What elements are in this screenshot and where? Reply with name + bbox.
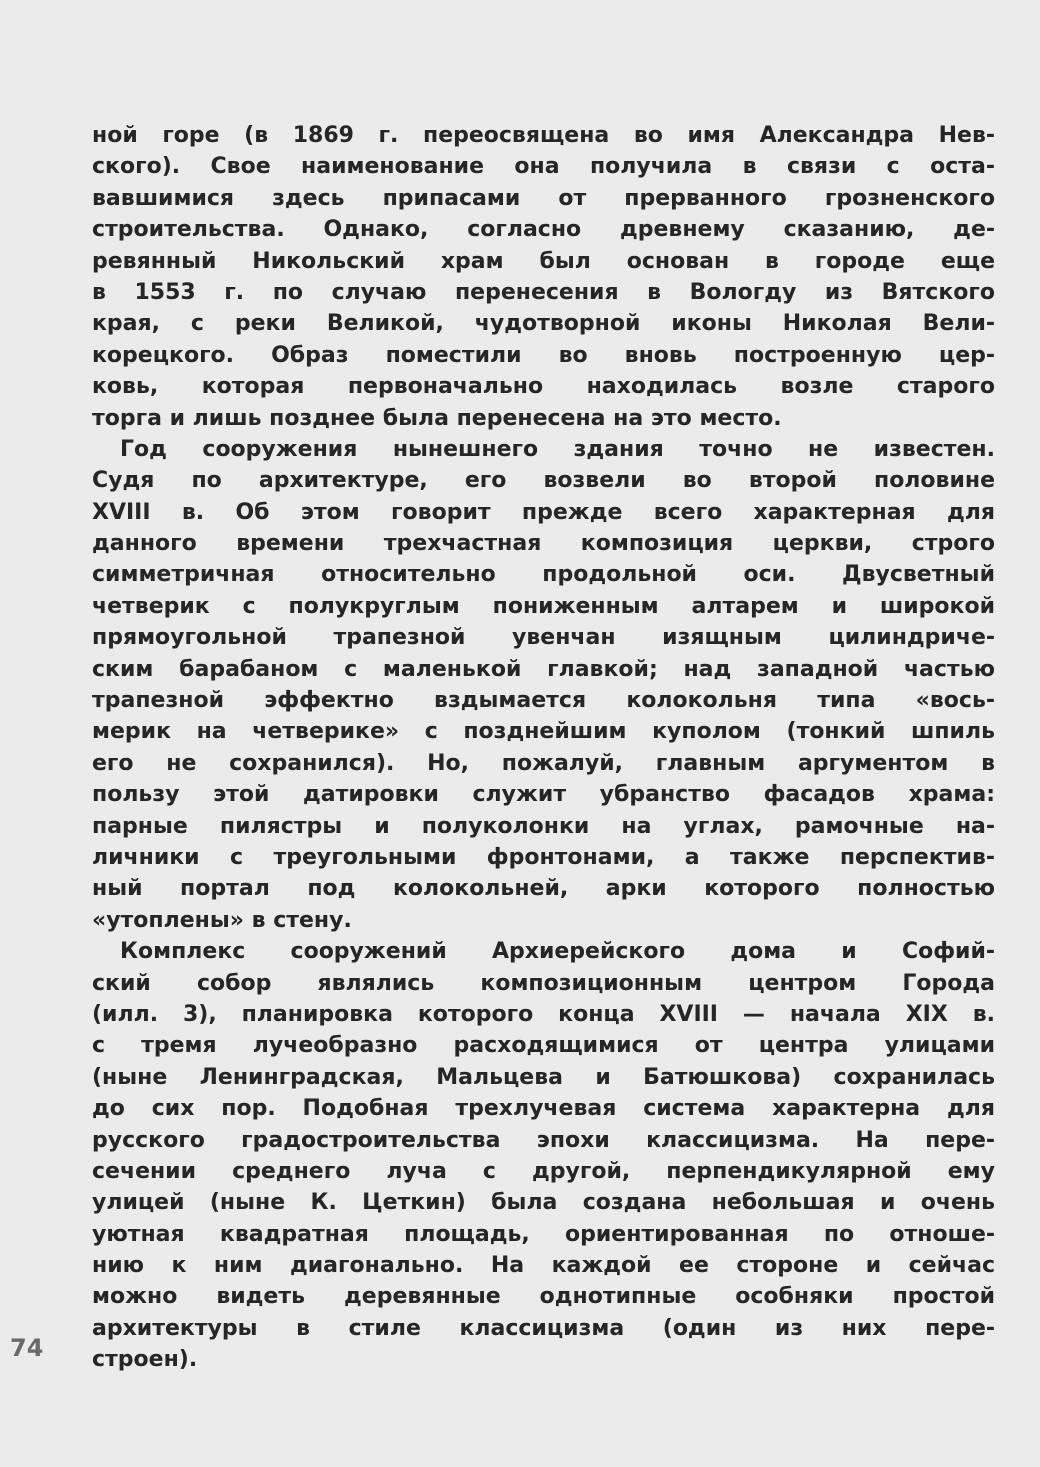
text-line: до сих пор. Подобная трехлучевая система характерна для [92, 1096, 995, 1122]
text-line: (илл. 3), планировка которого конца XVIII — начала XIX в. [92, 1001, 995, 1027]
page-number: 74 [10, 1334, 44, 1362]
text-line: ревянный Никольский храм был основан в городе еще [92, 248, 995, 274]
text-line: Год сооружения нынешнего здания точно не известен. [120, 436, 995, 462]
text-line: симметричная относительно продольной оси. Двусветный [92, 562, 995, 588]
body-text [92, 120, 995, 1376]
text-line: края, с реки Великой, чудотворной иконы Николая Вели- [92, 311, 995, 337]
text-line: корецкого. Образ поместили во вновь построенную цер- [92, 342, 995, 368]
paragraph [92, 936, 995, 1375]
text-line: архитектуры в стиле классицизма (один из них пере- [92, 1315, 995, 1341]
text-line: ского). Свое наименование она получила в связи с оста- [92, 154, 995, 180]
text-line: уютная квадратная площадь, ориентированная по отноше- [92, 1221, 995, 1247]
text-line: в 1553 г. по случаю перенесения в Вологду из Вятского [92, 279, 995, 305]
text-line: данного времени трехчастная композиция церкви, строго [92, 531, 995, 557]
paragraph [92, 434, 995, 936]
paragraph [92, 120, 995, 434]
text-line: ский собор являлись композиционным центром Города [92, 970, 995, 996]
text-line: нию к ним диагонально. На каждой ее стороне и сейчас [92, 1253, 995, 1279]
text-line: ским барабаном с маленькой главкой; над западной частью [92, 656, 995, 682]
text-line: четверик с полукруглым пониженным алтарем и широкой [92, 593, 995, 619]
text-line: русского градостроительства эпохи классицизма. На пере- [92, 1127, 995, 1153]
text-line: можно видеть деревянные однотипные особняки простой [92, 1284, 995, 1310]
text-line: мерик на четверике» с позднейшим куполом (тонкий шпиль [92, 719, 995, 745]
text-line: с тремя лучеобразно расходящимися от центра улицами [92, 1033, 995, 1059]
text-line: его не сохранился). Но, пожалуй, главным аргументом в [92, 750, 995, 776]
text-line: XVIII в. Об этом говорит прежде всего характерная для [92, 499, 995, 525]
text-line: ковь, которая первоначально находилась возле старого [92, 374, 995, 400]
text-line: строительства. Однако, согласно древнему сказанию, де- [92, 217, 995, 243]
text-line: трапезной эффектно вздымается колокольня типа «вось- [92, 688, 995, 714]
text-line: парные пилястры и полуколонки на углах, рамочные на- [92, 813, 995, 839]
text-line: пользу этой датировки служит убранство фасадов храма: [92, 782, 995, 808]
text-line: Судя по архитектуре, его возвели во второй половине [92, 468, 995, 494]
text-line: строен). [92, 1347, 198, 1373]
text-line: «утоплены» в стену. [92, 907, 352, 933]
text-line: торга и лишь позднее была перенесена на это место. [92, 405, 782, 431]
text-line: ный портал под колокольней, арки которого полностью [92, 876, 995, 902]
text-line: прямоугольной трапезной увенчан изящным цилиндриче- [92, 625, 995, 651]
text-line: улицей (ныне К. Цеткин) была создана небольшая и очень [92, 1190, 995, 1216]
text-line: ной горе (в 1869 г. переосвящена во имя Александра Нев- [92, 123, 995, 148]
text-line: (ныне Ленинградская, Мальцева и Батюшкова) сохранилась [92, 1064, 995, 1090]
text-line: личники с треугольными фронтонами, а также перспектив- [92, 844, 995, 870]
text-line: сечении среднего луча с другой, перпендикулярной ему [92, 1158, 995, 1184]
text-line: Комплекс сооружений Архиерейского дома и Софий- [120, 939, 995, 965]
text-line: вавшимися здесь припасами от прерванного грозненского [92, 185, 995, 211]
